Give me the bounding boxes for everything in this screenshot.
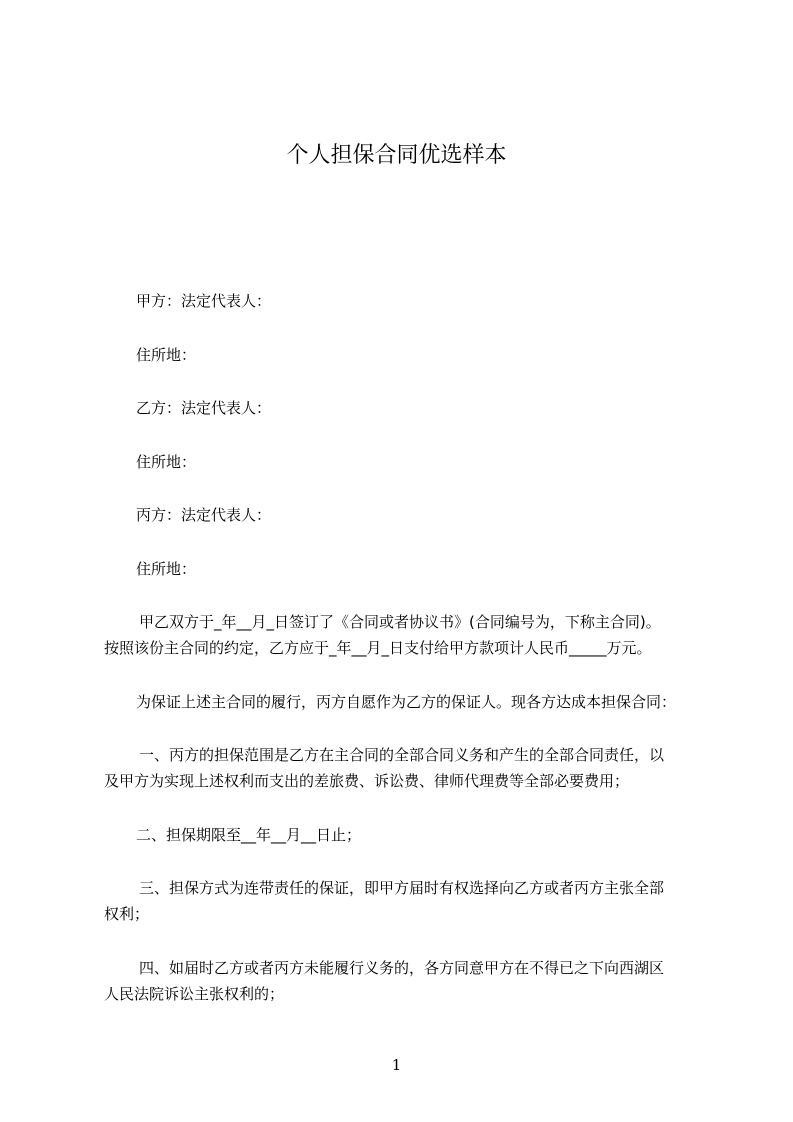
- clause-3-line-2: 权利；: [104, 905, 150, 923]
- party-a-line: 甲方：法定代表人：: [136, 292, 272, 310]
- page-number: 1: [391, 1056, 402, 1074]
- clause-3-line-1: 三、担保方式为连带责任的保证，即甲方届时有权选择向乙方或者丙方主张全部: [139, 879, 665, 897]
- clause-1-line-1: 一、丙方的担保范围是乙方在主合同的全部合同义务和产生的全部合同责任，以: [139, 746, 665, 764]
- party-a-address-line: 住所地：: [136, 346, 197, 364]
- purpose-paragraph: 为保证上述主合同的履行，丙方自愿作为乙方的保证人。现各方达成本担保合同：: [136, 693, 677, 711]
- intro-line-1: 甲乙双方于_年__月_日签订了《合同或者协议书》(合同编号为，下称主合同)。: [139, 613, 661, 631]
- party-b-line: 乙方：法定代表人：: [136, 399, 272, 417]
- intro-line-2: 按照该份主合同的约定，乙方应于_年__月_日支付给甲方款项计人民币_____万元。: [104, 639, 652, 657]
- party-c-address-line: 住所地：: [136, 560, 197, 578]
- clause-2-line-1: 二、担保期限至__年__月__日止；: [136, 826, 362, 844]
- clause-4-line-2: 人民法院诉讼主张权利的；: [104, 985, 285, 1003]
- page-title: 个人担保合同优选样本: [286, 143, 507, 168]
- clause-1-line-2: 及甲方为实现上述权利而支出的差旅费、诉讼费、律师代理费等全部必要费用；: [104, 772, 630, 790]
- party-b-address-line: 住所地：: [136, 453, 197, 471]
- clause-4-line-1: 四、如届时乙方或者丙方未能履行义务的，各方同意甲方在不得已之下向西湖区: [139, 959, 665, 977]
- party-c-line: 丙方：法定代表人：: [136, 506, 272, 524]
